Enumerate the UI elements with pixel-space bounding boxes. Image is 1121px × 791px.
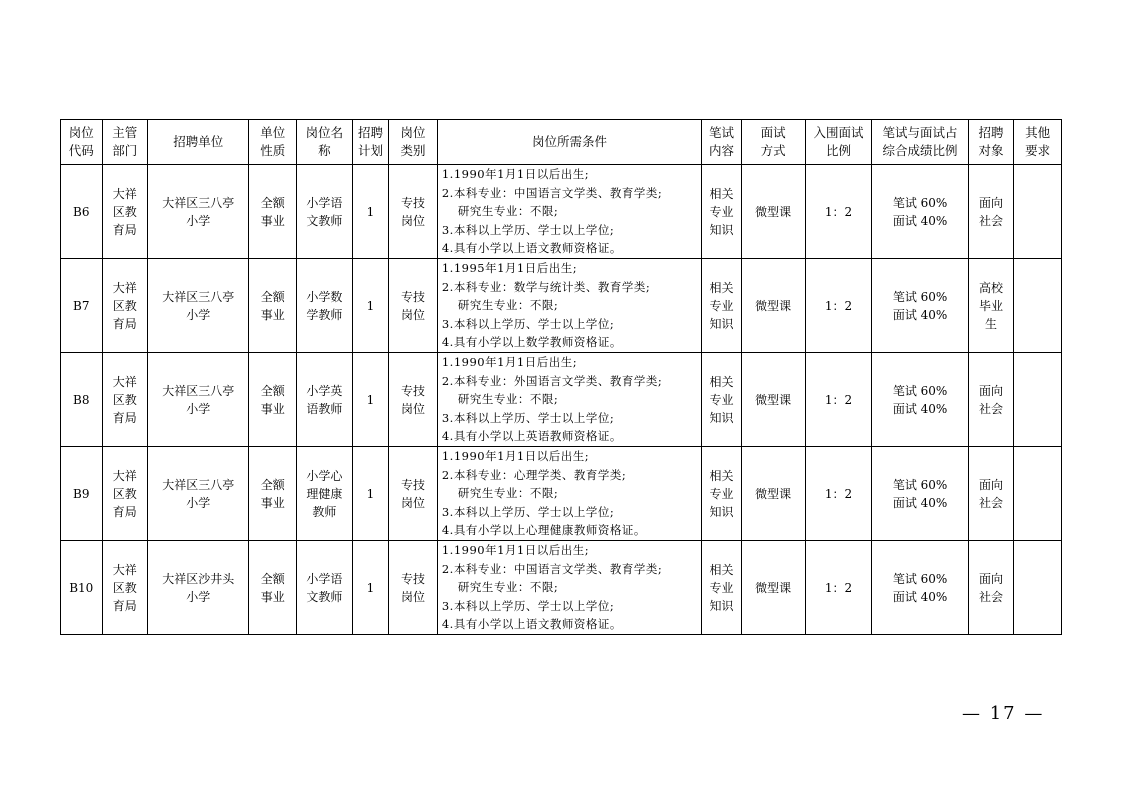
unit-nature [249, 165, 297, 259]
unit-nature [249, 447, 297, 541]
written-weight: 笔试 60% [892, 195, 948, 210]
interview-method [741, 259, 805, 353]
post-code [61, 541, 103, 635]
interview-method [741, 541, 805, 635]
other-requirements [1014, 165, 1062, 259]
cell-text: 相关专业知识 [709, 374, 734, 425]
condition-line: 4.具有小学以上数学教师资格证。 [441, 335, 622, 350]
header-cell: 主管部门 [102, 120, 148, 165]
condition-line: 2.本科专业：外国语言文学类、教育学类; [441, 373, 663, 388]
interview-weight: 面试 40% [892, 401, 948, 416]
requirements [437, 447, 701, 541]
cell-text: 大祥区教育局 [112, 562, 137, 613]
written-weight: 笔试 60% [892, 383, 948, 398]
post-category [389, 447, 438, 541]
recruitment-table [60, 119, 1062, 635]
post-code [61, 353, 103, 447]
cell-text: B8 [73, 392, 90, 407]
employer [148, 165, 249, 259]
written-weight: 笔试 60% [892, 289, 948, 304]
condition-line: 2.本科专业：数学与统计类、教育学类; [441, 279, 651, 294]
interview-ratio [805, 259, 872, 353]
score-weight [872, 541, 968, 635]
header-cell: 岗位代码 [61, 120, 103, 165]
cell-text: 大祥区教育局 [112, 374, 137, 425]
other-requirements [1014, 259, 1062, 353]
cell-text: 微型课 [755, 486, 792, 501]
cell-text: 大祥区三八亭小学 [162, 289, 235, 322]
department [102, 447, 148, 541]
cell-text: B6 [73, 204, 90, 219]
condition-line: 研究生专业：不限; [457, 486, 559, 501]
cell-text: 大祥区沙井头小学 [162, 571, 235, 604]
post-name [297, 541, 353, 635]
exam-content [702, 259, 742, 353]
condition-line: 4.具有小学以上英语教师资格证。 [441, 429, 622, 444]
condition-line: 1.1990年1月1日以后出生; [441, 167, 590, 182]
condition-line: 3.本科以上学历、学士以上学位; [441, 598, 615, 613]
table-row [61, 541, 1062, 635]
cell-text: B7 [73, 298, 90, 313]
post-category [389, 541, 438, 635]
target-group [968, 353, 1014, 447]
post-category [389, 165, 438, 259]
unit-nature [249, 353, 297, 447]
cell-text: 1：2 [824, 204, 853, 219]
cell-text: 专技岗位 [401, 289, 426, 322]
cell-text: 大祥区教育局 [112, 280, 137, 331]
exam-content [702, 447, 742, 541]
post-code [61, 259, 103, 353]
target-group [968, 447, 1014, 541]
condition-line: 1.1990年1月1日后出生; [441, 355, 578, 370]
department [102, 353, 148, 447]
cell-text: 1 [366, 486, 375, 501]
header-cell: 其他要求 [1014, 120, 1062, 165]
cell-text: 相关专业知识 [709, 280, 734, 331]
header-cell: 岗位类别 [389, 120, 438, 165]
score-weight [872, 259, 968, 353]
cell-text: 面向社会 [978, 571, 1003, 604]
cell-text: 相关专业知识 [709, 468, 734, 519]
exam-content [702, 353, 742, 447]
written-weight: 笔试 60% [892, 477, 948, 492]
table-row [61, 353, 1062, 447]
header-cell: 岗位名称 [297, 120, 353, 165]
header-cell: 入围面试比例 [805, 120, 872, 165]
condition-line: 2.本科专业：中国语言文学类、教育学类; [441, 185, 663, 200]
post-category [389, 259, 438, 353]
cell-text: 专技岗位 [401, 195, 426, 228]
unit-nature [249, 259, 297, 353]
other-requirements [1014, 353, 1062, 447]
department [102, 165, 148, 259]
page-number: — 17 — [962, 703, 1045, 724]
cell-text: 面向社会 [978, 477, 1003, 510]
target-group [968, 165, 1014, 259]
condition-line: 4.具有小学以上语文教师资格证。 [441, 617, 622, 632]
post-code [61, 165, 103, 259]
cell-text: B10 [69, 580, 94, 595]
employer [148, 541, 249, 635]
score-weight [872, 353, 968, 447]
condition-line: 4.具有小学以上语文教师资格证。 [441, 241, 622, 256]
condition-line: 3.本科以上学历、学士以上学位; [441, 410, 615, 425]
condition-line: 3.本科以上学历、学士以上学位; [441, 316, 615, 331]
score-weight [872, 165, 968, 259]
plan-count [352, 259, 388, 353]
cell-text: 大祥区教育局 [112, 186, 137, 237]
cell-text: 小学数学教师 [306, 289, 343, 322]
interview-ratio [805, 541, 872, 635]
cell-text: 全额事业 [260, 477, 285, 510]
condition-line: 2.本科专业：中国语言文学类、教育学类; [441, 561, 663, 576]
cell-text: 微型课 [755, 580, 792, 595]
cell-text: 1：2 [824, 392, 853, 407]
requirements [437, 165, 701, 259]
cell-text: 大祥区三八亭小学 [162, 383, 235, 416]
interview-method [741, 353, 805, 447]
employer [148, 353, 249, 447]
interview-weight: 面试 40% [892, 495, 948, 510]
interview-method [741, 447, 805, 541]
cell-text: 专技岗位 [401, 477, 426, 510]
cell-text: 全额事业 [260, 571, 285, 604]
post-name [297, 353, 353, 447]
cell-text: 全额事业 [260, 289, 285, 322]
plan-count [352, 447, 388, 541]
table-row [61, 259, 1062, 353]
plan-count [352, 541, 388, 635]
condition-line: 研究生专业：不限; [457, 580, 559, 595]
interview-weight: 面试 40% [892, 589, 948, 604]
post-name [297, 447, 353, 541]
post-category [389, 353, 438, 447]
condition-line: 1.1990年1月1日以后出生; [441, 449, 590, 464]
cell-text: 大祥区教育局 [112, 468, 137, 519]
exam-content [702, 165, 742, 259]
table-row [61, 165, 1062, 259]
cell-text: 1 [366, 392, 375, 407]
header-cell: 岗位所需条件 [437, 120, 701, 165]
header-cell: 单位性质 [249, 120, 297, 165]
written-weight: 笔试 60% [892, 571, 948, 586]
employer [148, 259, 249, 353]
cell-text: 小学英语教师 [306, 383, 343, 416]
header-cell: 笔试与面试占综合成绩比例 [872, 120, 968, 165]
plan-count [352, 353, 388, 447]
cell-text: 大祥区三八亭小学 [162, 477, 235, 510]
cell-text: 1：2 [824, 298, 853, 313]
condition-line: 2.本科专业：心理学类、教育学类; [441, 467, 627, 482]
interview-ratio [805, 165, 872, 259]
cell-text: 微型课 [755, 204, 792, 219]
condition-line: 1.1990年1月1日以后出生; [441, 543, 590, 558]
condition-line: 1.1995年1月1日后出生; [441, 261, 578, 276]
department [102, 259, 148, 353]
interview-weight: 面试 40% [892, 307, 948, 322]
interview-ratio [805, 447, 872, 541]
interview-ratio [805, 353, 872, 447]
condition-line: 3.本科以上学历、学士以上学位; [441, 222, 615, 237]
cell-text: 1 [366, 204, 375, 219]
requirements [437, 541, 701, 635]
exam-content [702, 541, 742, 635]
interview-weight: 面试 40% [892, 213, 948, 228]
header-cell: 招聘对象 [968, 120, 1014, 165]
cell-text: 1 [366, 580, 375, 595]
cell-text: 1 [366, 298, 375, 313]
cell-text: 高校毕业生 [978, 280, 1003, 331]
table-row [61, 447, 1062, 541]
interview-method [741, 165, 805, 259]
table-header-row [61, 120, 1062, 165]
cell-text: 面向社会 [978, 383, 1003, 416]
condition-line: 3.本科以上学历、学士以上学位; [441, 504, 615, 519]
post-name [297, 259, 353, 353]
target-group [968, 541, 1014, 635]
cell-text: 全额事业 [260, 195, 285, 228]
department [102, 541, 148, 635]
cell-text: 面向社会 [978, 195, 1003, 228]
cell-text: 专技岗位 [401, 571, 426, 604]
header-cell: 面试方式 [741, 120, 805, 165]
cell-text: 全额事业 [260, 383, 285, 416]
condition-line: 研究生专业：不限; [457, 204, 559, 219]
target-group [968, 259, 1014, 353]
unit-nature [249, 541, 297, 635]
cell-text: 1：2 [824, 580, 853, 595]
cell-text: 相关专业知识 [709, 186, 734, 237]
cell-text: 小学语文教师 [306, 195, 343, 228]
post-code [61, 447, 103, 541]
cell-text: 小学心理健康教师 [306, 468, 343, 519]
condition-line: 4.具有小学以上心理健康教师资格证。 [441, 523, 646, 538]
plan-count [352, 165, 388, 259]
requirements [437, 353, 701, 447]
condition-line: 研究生专业：不限; [457, 392, 559, 407]
other-requirements [1014, 541, 1062, 635]
score-weight [872, 447, 968, 541]
cell-text: 微型课 [755, 392, 792, 407]
post-name [297, 165, 353, 259]
header-cell: 招聘单位 [148, 120, 249, 165]
requirements [437, 259, 701, 353]
cell-text: B9 [73, 486, 90, 501]
cell-text: 微型课 [755, 298, 792, 313]
cell-text: 专技岗位 [401, 383, 426, 416]
employer [148, 447, 249, 541]
condition-line: 研究生专业：不限; [457, 298, 559, 313]
header-cell: 笔试内容 [702, 120, 742, 165]
cell-text: 大祥区三八亭小学 [162, 195, 235, 228]
other-requirements [1014, 447, 1062, 541]
header-cell: 招聘计划 [352, 120, 388, 165]
cell-text: 小学语文教师 [306, 571, 343, 604]
cell-text: 相关专业知识 [709, 562, 734, 613]
cell-text: 1：2 [824, 486, 853, 501]
